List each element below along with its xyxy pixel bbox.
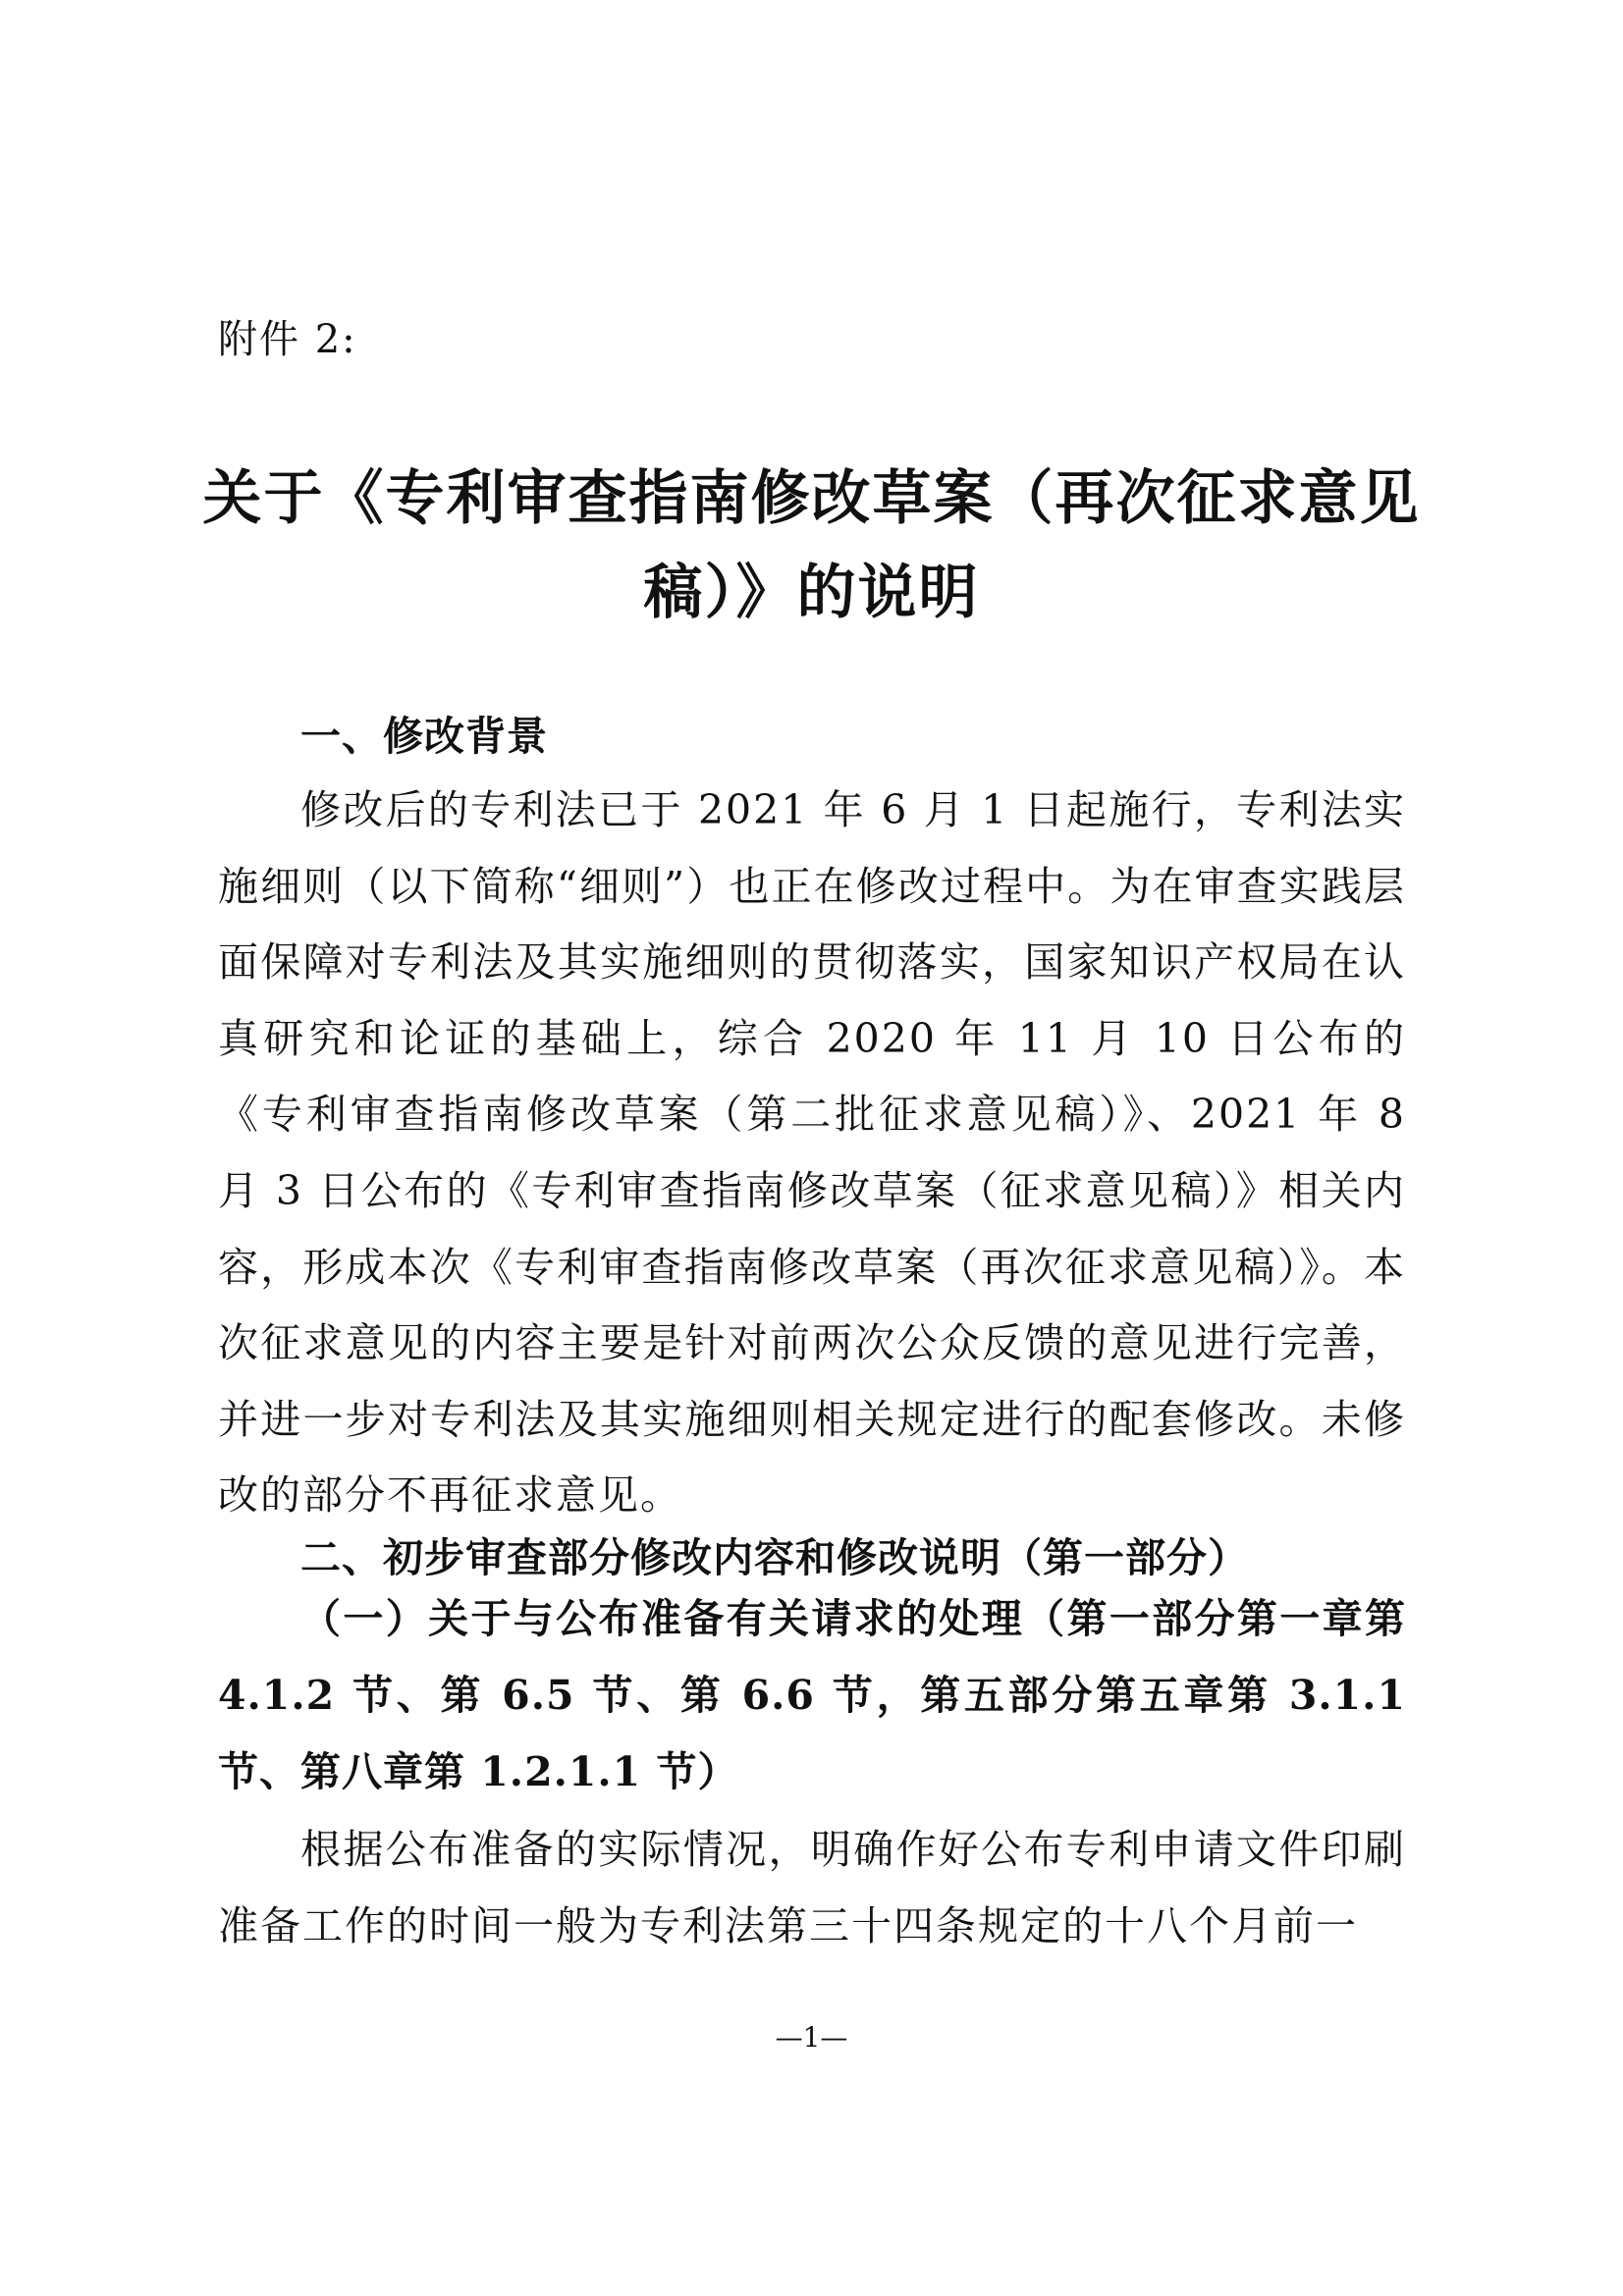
page-number: —1— bbox=[775, 2021, 848, 2054]
document-title-line-2: 稿）》的说明 bbox=[643, 559, 980, 627]
document-title-line-1: 关于《专利审查指南修改草案（再次征求意见 bbox=[202, 464, 1421, 533]
document-title bbox=[196, 452, 1427, 640]
section-2-subheading: （一）关于与公布准备有关请求的处理（第一部分第一章第 4.1.2 节、第 6.5 节、第 6.6 节，第五部分第五章第 3.1.1 节、第八章第 1.2.1.1 节） bbox=[218, 1595, 1406, 1795]
section-1-paragraph: 修改后的专利法已于 2021 年 6 月 1 日起施行，专利法实施细则（以下简称“细则”）也正在修改过程中。为在审查实践层面保障对专利法及其实施细则的贯彻落实，国家知识产权局在认真研究和论证的基础上，综合 2020 年 11 月 10 日公布的《专利审查指南修改草案（第二批征求意见稿）》、2021 年 8 月 3 日公布的《专利审查指南修改草案（征求意见稿）》相关内容，形成本次《专利审查指南修改草案（再次征求意见稿）》。本次征求意见的内容主要是针对前两次公众反馈的意见进行完善，并进一步对专利法及其实施细则相关规定进行的配套修改。未修改的部分不再征求意见。 bbox=[218, 786, 1406, 1520]
section-1-heading: 一、修改背景 bbox=[300, 713, 548, 760]
attachment-label: 附件 2: bbox=[218, 317, 357, 362]
section-2-heading: 二、初步审查部分修改内容和修改说明（第一部分） bbox=[300, 1534, 1249, 1581]
section-2-paragraph: 根据公布准备的实际情况，明确作好公布专利申请文件印刷准备工作的时间一般为专利法第三十四条规定的十八个月前一 bbox=[218, 1826, 1406, 1949]
